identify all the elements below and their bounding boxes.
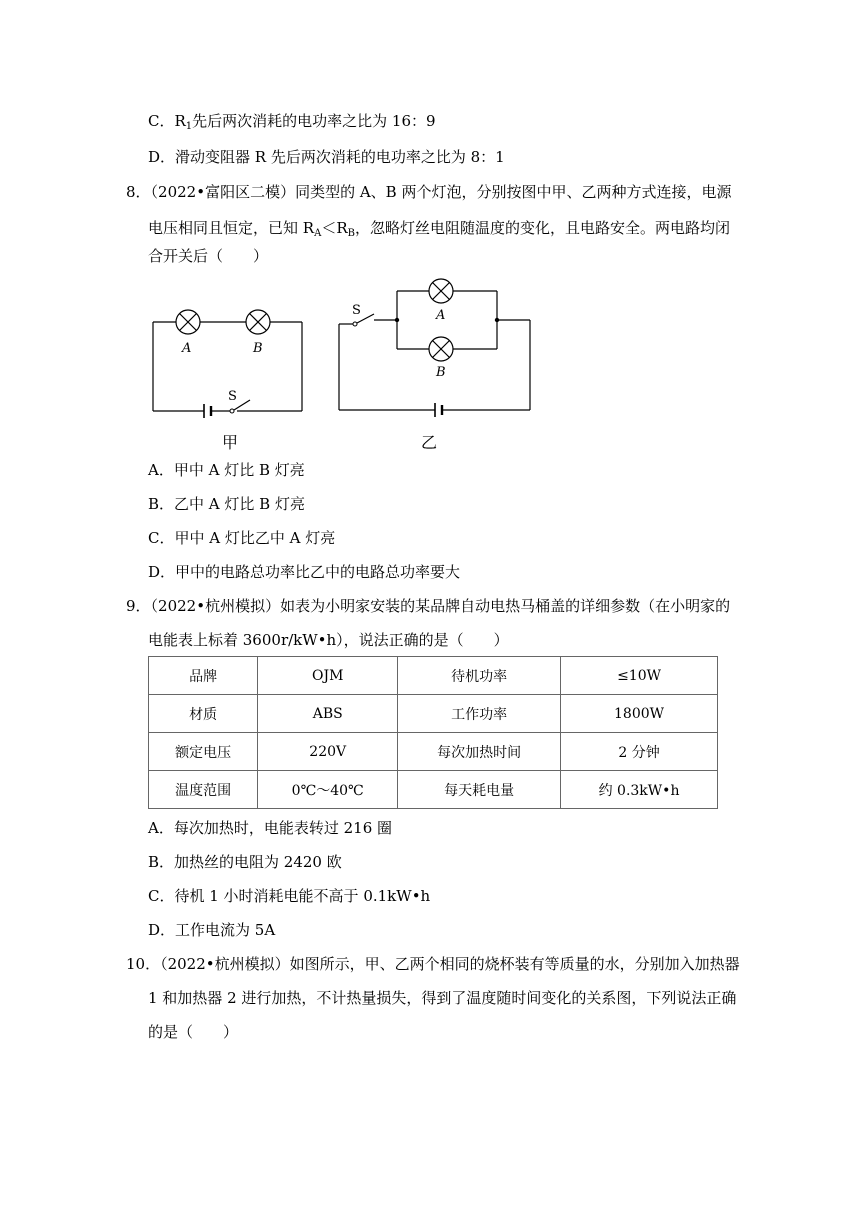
circuit-caption-jia: 甲 [222,433,239,452]
q9-option-a: A．每次加热时，电能表转过 216 圈 [148,819,393,837]
q10-stem-line2: 1 和加热器 2 进行加热，不计热量损失，得到了温度随时间变化的关系图，下列说法正确 [148,989,737,1007]
table-row [149,771,718,809]
table-row [149,657,718,695]
q8-option-a: A．甲中 A 灯比 B 灯亮 [148,461,305,479]
table-cell: 品牌 [149,657,258,695]
table-cell: 1800W [561,695,718,733]
q8-stem-line2: 电压相同且恒定，已知 $R_A<R_B$，忽略灯丝电阻随温度的变化，且电路安全。两电路均闭 [148,219,730,239]
table-cell: 工作功率 [398,695,561,733]
lamp-b-label: B [253,341,263,356]
table-cell: OJM [258,657,398,695]
table-cell: 每次加热时间 [398,733,561,771]
junction-dot [495,318,499,322]
table-cell: 每天耗电量 [398,771,561,809]
q9-option-c: C．待机 1 小时消耗电能不高于 0.1kW•h [148,887,431,905]
lamp-b-icon [429,337,453,361]
lamp-a-icon [176,310,200,334]
table-row [149,695,718,733]
q9-option-d: D．工作电流为 5A [148,921,276,939]
table-cell: 约 0.3kW•h [561,771,718,809]
q9-stem-line1: 9．（2022•杭州模拟）如表为小明家安装的某品牌自动电热马桶盖的详细参数（在小明家的 [126,597,731,615]
table-cell: 额定电压 [149,733,258,771]
lamp-a-icon [429,279,453,303]
parameter-table [148,656,718,809]
table-cell: ≤10W [561,657,718,695]
table-cell: 2 分钟 [561,733,718,771]
table-cell: ABS [258,695,398,733]
circuit-yi-diagram [330,274,540,460]
table-cell: 温度范围 [149,771,258,809]
table-row [149,733,718,771]
q8-stem-line3: 合开关后（ ） [148,247,269,265]
circuit-jia-diagram [140,296,320,456]
table-cell: 待机功率 [398,657,561,695]
table-cell: 材质 [149,695,258,733]
q7-option-c: C．$R_1$先后两次消耗的电功率之比为 16：9 [148,112,436,132]
q8-option-b: B．乙中 A 灯比 B 灯亮 [148,495,305,513]
table-cell: 220V [258,733,398,771]
q8-option-d: D．甲中的电路总功率比乙中的电路总功率要大 [148,563,461,581]
q7-option-d: D．滑动变阻器 R 先后两次消耗的电功率之比为 8：1 [148,148,505,166]
switch-label: S [228,389,237,404]
table-cell: 0℃～40℃ [258,771,398,809]
lamp-a-label: A [436,308,446,323]
q9-stem-line2: 电能表上标着 3600r/kW•h），说法正确的是（ ） [148,631,509,649]
circuit-caption-yi: 乙 [421,433,438,452]
q8-option-c: C．甲中 A 灯比乙中 A 灯亮 [148,529,336,547]
lamp-a-label: A [182,341,192,356]
q9-option-b: B．加热丝的电阻为 2420 欧 [148,853,342,871]
q10-stem-line3: 的是（ ） [148,1023,239,1041]
q10-stem-line1: 10．（2022•杭州模拟）如图所示，甲、乙两个相同的烧杯装有等质量的水，分别加入加热器 [126,955,740,973]
junction-dot [395,318,399,322]
q8-stem-line1: 8．（2022•富阳区二模）同类型的 A、B 两个灯泡，分别按图中甲、乙两种方式连接，电源 [126,183,732,201]
lamp-b-label: B [436,365,446,380]
switch-label: S [352,303,361,318]
lamp-b-icon [246,310,270,334]
